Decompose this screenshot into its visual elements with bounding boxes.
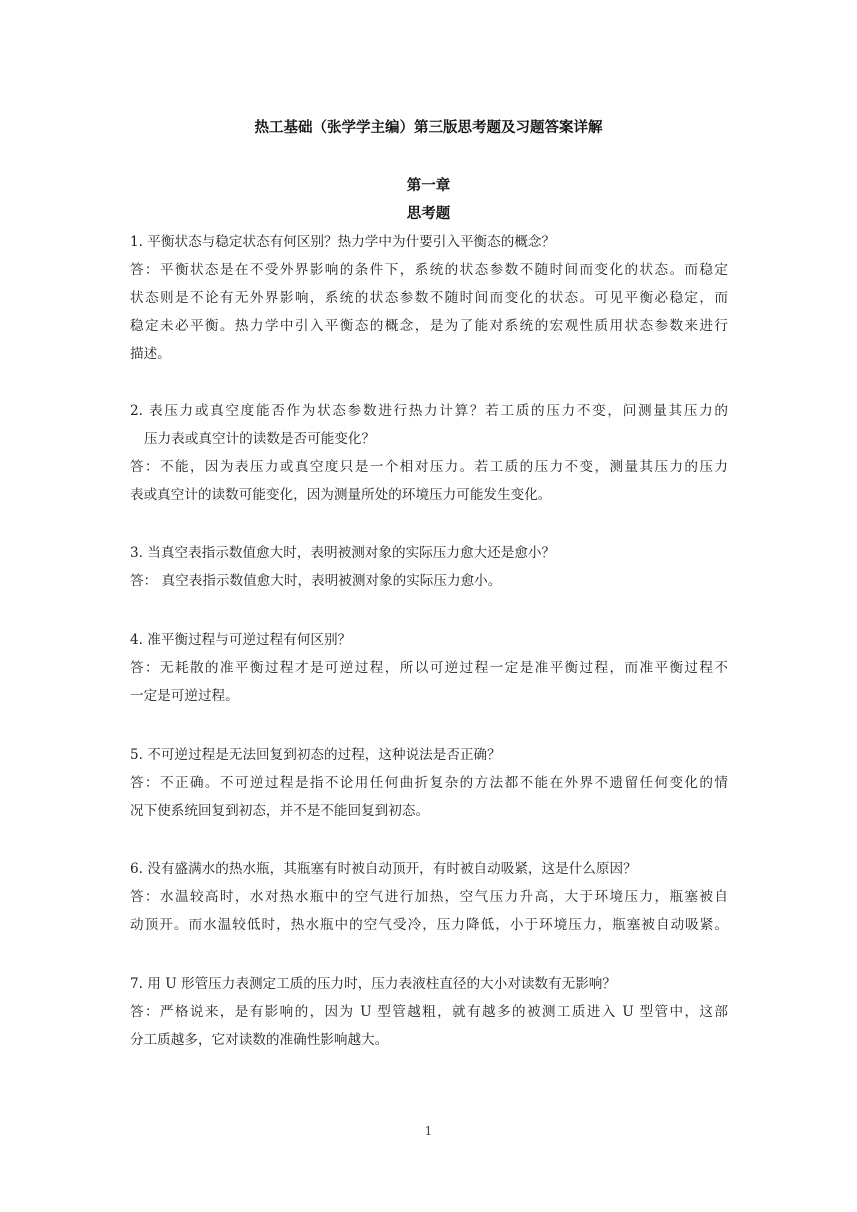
answer-text: 况下使系统回复到初态，并不是不能回复到初态。 bbox=[130, 803, 430, 819]
chapter-heading: 第一章 bbox=[406, 178, 451, 194]
page-number: 1 bbox=[424, 1124, 433, 1138]
answer-text: 一定是可逆过程。 bbox=[130, 688, 239, 704]
answer-text: 答：不正确。不可逆过程是指不论用任何曲折复杂的方法都不能在外界不遗留任何变化的情 bbox=[130, 775, 728, 791]
qa-item-1 bbox=[130, 228, 728, 368]
answer-text: 表或真空计的读数可能变化，因为测量所处的环境压力可能发生变化。 bbox=[130, 487, 552, 503]
answer-text: 稳定未必平衡。热力学中引入平衡态的概念，是为了能对系统的宏观性质用状态参数来进行 bbox=[130, 318, 728, 334]
answer-text: 状态则是不论有无外界影响，系统的状态参数不随时间而变化的状态。可见平衡必稳定，而 bbox=[130, 290, 728, 306]
question-text: 6. 没有盛满水的热水瓶，其瓶塞有时被自动顶开，有时被自动吸紧，这是什么原因？ bbox=[130, 861, 637, 877]
answer-text: 答：平衡状态是在不受外界影响的条件下，系统的状态参数不随时间而变化的状态。而稳定 bbox=[130, 262, 728, 278]
answer-text: 描述。 bbox=[130, 346, 171, 362]
answer-text: 分工质越多，它对读数的准确性影响越大。 bbox=[130, 1032, 389, 1048]
question-text: 7. 用 U 形管压力表测定工质的压力时，压力表液柱直径的大小对读数有无影响？ bbox=[130, 976, 616, 992]
qa-item-6 bbox=[130, 855, 728, 939]
question-text: 4. 准平衡过程与可逆过程有何区别？ bbox=[130, 632, 352, 648]
qa-item-5 bbox=[130, 741, 728, 825]
question-text: 3. 当真空表指示数值愈大时，表明被测对象的实际压力愈大还是愈小？ bbox=[130, 545, 556, 561]
qa-item-7 bbox=[130, 970, 728, 1054]
document-title: 热工基础（张学学主编）第三版思考题及习题答案详解 bbox=[254, 120, 603, 136]
question-text: 压力表或真空计的读数是否可能变化？ bbox=[144, 431, 376, 447]
answer-text: 答：严格说来，是有影响的，因为 U 型管越粗，就有越多的被测工质进入 U 型管中，这部 bbox=[130, 1004, 728, 1020]
answer-text: 答：不能，因为表压力或真空度只是一个相对压力。若工质的压力不变，测量其压力的压力 bbox=[130, 459, 728, 475]
answer-text: 动顶开。而水温较低时，热水瓶中的空气受冷，压力降低，小于环境压力，瓶塞被自动吸紧。 bbox=[130, 917, 728, 933]
qa-item-4 bbox=[130, 626, 728, 710]
answer-text: 答： 真空表指示数值愈大时，表明被测对象的实际压力愈小。 bbox=[130, 573, 502, 589]
question-text: 2. 表压力或真空度能否作为状态参数进行热力计算？若工质的压力不变，问测量其压力的 bbox=[130, 403, 728, 419]
question-text: 5. 不可逆过程是无法回复到初态的过程，这种说法是否正确？ bbox=[130, 747, 501, 763]
question-text: 1. 平衡状态与稳定状态有何区别？热力学中为什要引入平衡态的概念？ bbox=[130, 234, 556, 250]
qa-item-2 bbox=[130, 397, 728, 509]
qa-item-3 bbox=[130, 539, 728, 595]
section-heading: 思考题 bbox=[406, 206, 451, 222]
answer-text: 答：无耗散的准平衡过程才是可逆过程，所以可逆过程一定是准平衡过程，而准平衡过程不 bbox=[130, 660, 728, 676]
answer-text: 答：水温较高时，水对热水瓶中的空气进行加热，空气压力升高，大于环境压力，瓶塞被自 bbox=[130, 889, 728, 905]
